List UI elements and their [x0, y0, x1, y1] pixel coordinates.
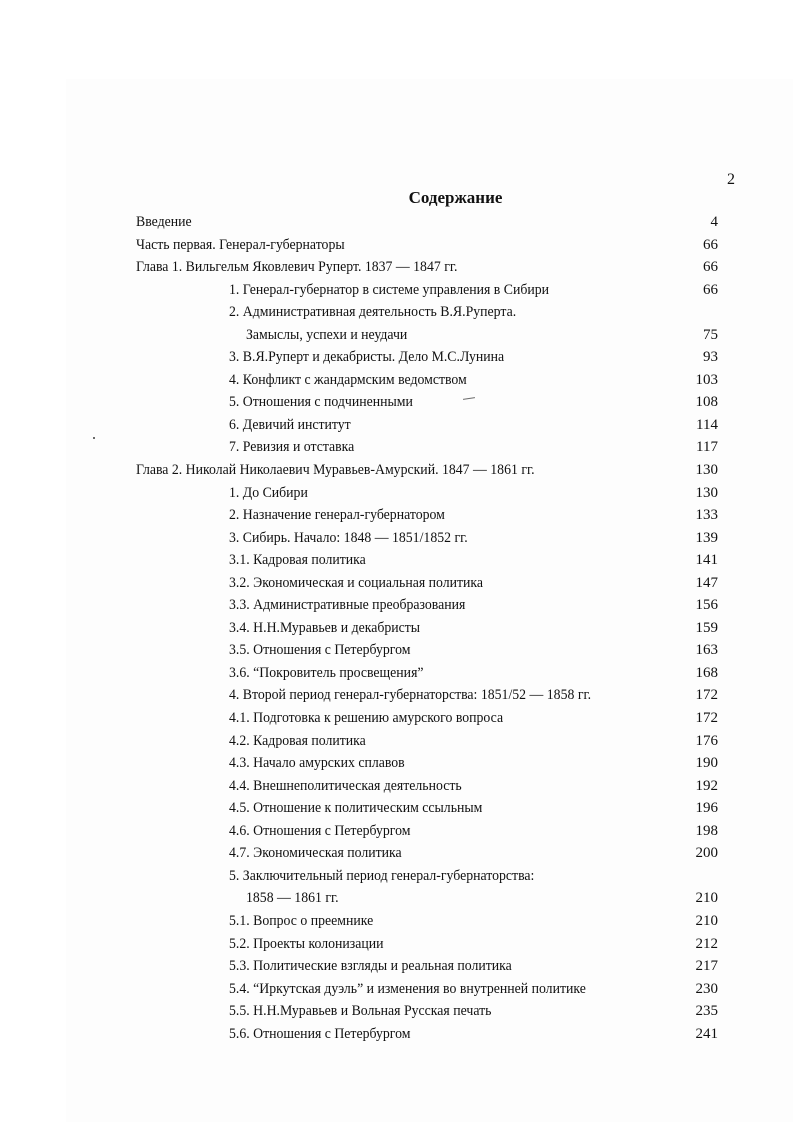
toc-entry-text: 1858 — 1861 гг. [246, 890, 339, 907]
toc-entry [136, 775, 718, 798]
toc-entry [136, 955, 718, 978]
toc-entry-text: 2. Назначение генерал-губернатором [229, 507, 445, 524]
toc-entry [136, 211, 718, 234]
toc-entry-page: 141 [695, 552, 718, 569]
toc-entry [136, 978, 718, 1001]
toc-entry [136, 1023, 718, 1046]
toc-entry-page: 75 [703, 326, 718, 343]
toc-entry [136, 414, 718, 437]
toc-entry [136, 504, 718, 527]
toc-entry-text: 5.3. Политические взгляды и реальная политика [229, 958, 512, 975]
toc-entry-page: 190 [695, 755, 718, 772]
toc-entry-text: 7. Ревизия и отставка [229, 439, 355, 456]
toc-entry-text: 4.5. Отношение к политическим ссыльным [229, 800, 483, 817]
toc-entry-text: 4.3. Начало амурских сплавов [229, 755, 405, 772]
toc-entry-page: 66 [703, 281, 718, 298]
toc-entry-text: 4. Конфликт с жандармским ведомством [229, 371, 467, 388]
toc-entry-text: 5.1. Вопрос о преемнике [229, 912, 374, 929]
toc-entry-page: 156 [695, 597, 718, 614]
toc-entry-page: 230 [695, 980, 718, 997]
toc-entry [136, 639, 718, 662]
toc-entry-text: 3. В.Я.Руперт и декабристы. Дело М.С.Лунина [229, 349, 505, 366]
toc-entry-page: 130 [695, 462, 718, 479]
toc-entry [136, 617, 718, 640]
toc-entry-text: 5.5. Н.Н.Муравьев и Вольная Русская печать [229, 1003, 492, 1020]
toc-title: Содержание [408, 188, 503, 207]
toc-entry [136, 865, 718, 888]
toc-entry-text: 4.6. Отношения с Петербургом [229, 822, 411, 839]
toc-entry-page: 235 [695, 1003, 718, 1020]
toc-entry [136, 707, 718, 730]
toc-entry-page: 139 [695, 529, 718, 546]
toc-entry-text: 1. До Сибири [229, 484, 308, 501]
toc-entry-text: 3.6. “Покровитель просвещения” [229, 664, 424, 681]
toc-entry-page: 168 [695, 664, 718, 681]
toc-entry-text: 4.7. Экономическая политика [229, 845, 402, 862]
toc-entry [136, 820, 718, 843]
toc-entry [136, 324, 718, 347]
toc-entry [136, 436, 718, 459]
toc-entry-text: 5. Отношения с подчиненными [229, 394, 413, 411]
toc-entry-text: 3.1. Кадровая политика [229, 552, 366, 569]
toc-entry-text: Введение [136, 214, 192, 230]
toc-entry-text: 4.4. Внешнеполитическая деятельность [229, 777, 462, 794]
toc-entry-page: 200 [695, 845, 718, 862]
toc-entry-text: 2. Административная деятельность В.Я.Руперта. [229, 304, 517, 321]
toc-entry [136, 797, 718, 820]
toc-entry-text: 6. Девичий институт [229, 416, 351, 433]
toc-entry-page: 117 [696, 439, 718, 456]
toc-entry-text: 3.2. Экономическая и социальная политика [229, 574, 484, 591]
toc-entry-text: 5.2. Проекты колонизации [229, 935, 384, 952]
toc-entry-text: Часть первая. Генерал-губернаторы [136, 236, 345, 253]
table-of-contents [136, 211, 718, 1045]
toc-entry-page: 163 [695, 642, 718, 659]
toc-entry [136, 752, 718, 775]
toc-entry-page: 212 [695, 935, 718, 952]
toc-entry-text: 5.4. “Иркутская дуэль” и изменения во внутренней политике [229, 980, 586, 997]
toc-entry [136, 549, 718, 572]
toc-entry [136, 910, 718, 933]
toc-entry-text: 3.5. Отношения с Петербургом [229, 642, 411, 659]
toc-entry [136, 684, 718, 707]
toc-entry-page: 210 [695, 890, 718, 907]
toc-entry-page: 93 [703, 349, 718, 366]
toc-entry [136, 301, 718, 324]
toc-entry-page: 176 [695, 732, 718, 749]
toc-entry [136, 234, 718, 257]
toc-entry-page: 192 [695, 777, 718, 794]
toc-entry-page: 103 [695, 371, 718, 388]
toc-entry [136, 346, 718, 369]
toc-entry-page: 172 [695, 687, 718, 704]
toc-entry [136, 887, 718, 910]
toc-entry-text: 5. Заключительный период генерал-губернаторства: [229, 867, 535, 884]
toc-entry [136, 594, 718, 617]
toc-entry-page: 133 [695, 507, 718, 524]
toc-entry [136, 933, 718, 956]
toc-entry-page: 198 [695, 822, 718, 839]
toc-entry-text: 3.3. Административные преобразования [229, 597, 466, 614]
toc-entry-page: 114 [696, 416, 718, 433]
toc-entry [136, 482, 718, 505]
toc-entry-text: Замыслы, успехи и неудачи [246, 326, 408, 343]
toc-entry [136, 527, 718, 550]
toc-entry-text: 4.2. Кадровая политика [229, 732, 366, 749]
toc-entry-text: 3. Сибирь. Начало: 1848 — 1851/1852 гг. [229, 529, 468, 546]
toc-entry [136, 572, 718, 595]
toc-entry [136, 730, 718, 753]
toc-entry-text: 5.6. Отношения с Петербургом [229, 1025, 411, 1042]
toc-entry [136, 279, 718, 302]
toc-entry [136, 842, 718, 865]
toc-entry-page: 241 [695, 1025, 718, 1042]
toc-entry-page: 66 [703, 259, 718, 276]
toc-entry [136, 662, 718, 685]
toc-entry [136, 256, 718, 279]
toc-entry-page: 4 [710, 214, 718, 230]
toc-entry [136, 1000, 718, 1023]
toc-entry-text: 3.4. Н.Н.Муравьев и декабристы [229, 619, 421, 636]
toc-entry [136, 459, 718, 482]
toc-entry-page: 108 [695, 394, 718, 411]
toc-entry-text: 4. Второй период генерал-губернаторства: 1851/52 — 1858 гг. [229, 687, 592, 704]
toc-entry-page: 210 [695, 912, 718, 929]
toc-entry-page: 66 [703, 236, 718, 253]
toc-entry-text: 4.1. Подготовка к решению амурского вопроса [229, 710, 504, 727]
toc-entry-text: Глава 1. Вильгельм Яковлевич Руперт. 1837 — 1847 гг. [136, 259, 458, 276]
toc-entry-page: 217 [695, 958, 718, 975]
toc-entry-page: 196 [695, 800, 718, 817]
page-number: 2 [727, 171, 735, 188]
toc-entry [136, 369, 718, 392]
toc-entry-text: 1. Генерал-губернатор в системе управления в Сибири [229, 281, 550, 298]
toc-entry-page: 147 [695, 574, 718, 591]
scan-speck [93, 437, 95, 439]
toc-entry-page: 172 [695, 710, 718, 727]
toc-entry-page: 130 [695, 484, 718, 501]
toc-entry-page: 159 [695, 619, 718, 636]
toc-entry-text: Глава 2. Николай Николаевич Муравьев-Амурский. 1847 — 1861 гг. [136, 462, 535, 479]
toc-entry [136, 391, 718, 414]
